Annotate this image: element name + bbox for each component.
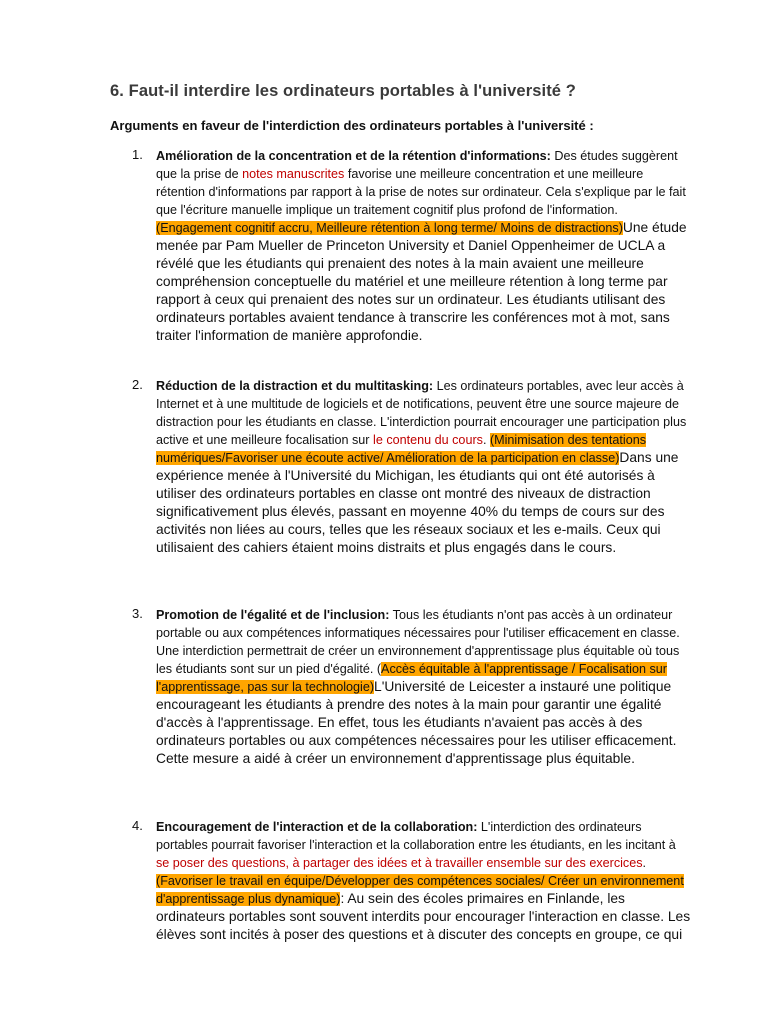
item-example: : Au sein des écoles primaires en Finlande, les ordinateurs portables sont souvent interdits pour encourager l'interaction en classe. Les élèves sont incités à poser des questions et à discuter des concepts en groupe, ce qui [156,891,691,942]
item-title: Amélioration de la concentration et de la rétention d'informations: [156,149,551,163]
list-item-number: 4. [132,818,143,833]
list-item [132,606,692,768]
list-item [132,147,692,345]
item-example: Dans une expérience menée à l'Université du Michigan, les étudiants qui ont été autorisés à utiliser des ordinateurs portables en classe ont montré des niveaux de distraction significativement plus élevés, passant en moyenne 40% du temps de cours sur des activités non liées au cours, telles que les réseaux sociaux et les e-mails. Ceux qui utilisaient des cahiers étaient moins distraits et plus engagés dans le cours. [156,450,679,555]
item-text: Les ordinateurs portables, avec leur accès à Internet et à une multitude de logiciels et de notifications, peuvent être une source majeure de distraction pour les étudiants en classe. L'interdiction pourrait encourager une participation plus active et une meilleure focalisation sur [156,379,687,447]
item-title: Promotion de l'égalité et de l'inclusion: [156,608,390,622]
item-red-phrase: le contenu du cours [373,433,483,447]
arguments-subheading: Arguments en faveur de l'interdiction des ordinateurs portables à l'université : [110,118,594,133]
highlighted-keywords: (Favoriser le travail en équipe/Développer des compétences sociales/ Créer un environnement d'apprentissage plus dynamique) [156,874,684,906]
item-text-continued: . [482,433,490,447]
list-item [132,818,692,944]
highlighted-keywords: Accès équitable à l'apprentissage / Focalisation sur l'apprentissage, pas sur la technologie) [156,662,667,694]
item-text: L'interdiction des ordinateurs portables pourrait favoriser l'interaction et la collaboration entre les étudiants, en les incitant à [156,820,676,852]
item-example: Une étude menée par Pam Mueller de Princeton University et Daniel Oppenheimer de UCLA a révélé que les étudiants qui prenaient des notes à la main avaient une meilleure compréhension conceptuelle du matériel et une meilleure rétention à long terme par rapport à ceux qui prenaient des notes sur un ordinateur. Les étudiants utilisant des ordinateurs portables avaient tendance à transcrire les conférences mot à mot, sans traiter l'information de manière approfondie. [156,220,687,343]
item-text: Tous les étudiants n'ont pas accès à un ordinateur portable ou aux compétences informatiques nécessaires pour l'utiliser efficacement en classe. Une interdiction permettrait de créer un environnement d'apprentissage plus équitable où tous les étudiants sont sur un pied d'égalité. ( [156,608,680,676]
list-item-number: 2. [132,377,143,392]
list-item-body [156,147,692,345]
highlighted-keywords: (Minimisation des tentations numériques/Favoriser une écoute active/ Amélioration de la participation en classe) [156,433,647,465]
item-title: Encouragement de l'interaction et de la collaboration: [156,820,478,834]
item-example: L'Université de Leicester a instauré une politique encourageant les étudiants à prendre des notes à la main pour garantir une égalité d'accès à l'apprentissage. En effet, tous les étudiants n'avaient pas accès à des ordinateurs portables ou aux compétences nécessaires pour les utiliser efficacement. Cette mesure a aidé à créer un environnement d'apprentissage plus équitable. [156,679,677,766]
item-text-continued: . [642,856,647,870]
list-item-number: 3. [132,606,143,621]
list-item [132,377,692,557]
item-text: Des études suggèrent que la prise de [156,149,678,181]
list-item-body [156,606,692,768]
list-item-body [156,818,692,944]
item-red-phrase: se poser des questions, à partager des idées et à travailler ensemble sur des exercices [156,856,643,870]
section-heading: 6. Faut-il interdire les ordinateurs portables à l'université ? [110,82,576,100]
list-item-body [156,377,692,557]
item-text-continued: favorise une meilleure concentration et une meilleure rétention d'informations par rapport à la prise de notes sur ordinateur. Cela s'explique par le fait que l'écriture manuelle implique un traitement cognitif plus profond de l'information. [156,167,686,217]
list-item-number: 1. [132,147,143,162]
item-title: Réduction de la distraction et du multitasking: [156,379,434,393]
highlighted-keywords: (Engagement cognitif accru, Meilleure rétention à long terme/ Moins de distractions) [156,221,623,235]
item-red-phrase: notes manuscrites [242,167,345,181]
